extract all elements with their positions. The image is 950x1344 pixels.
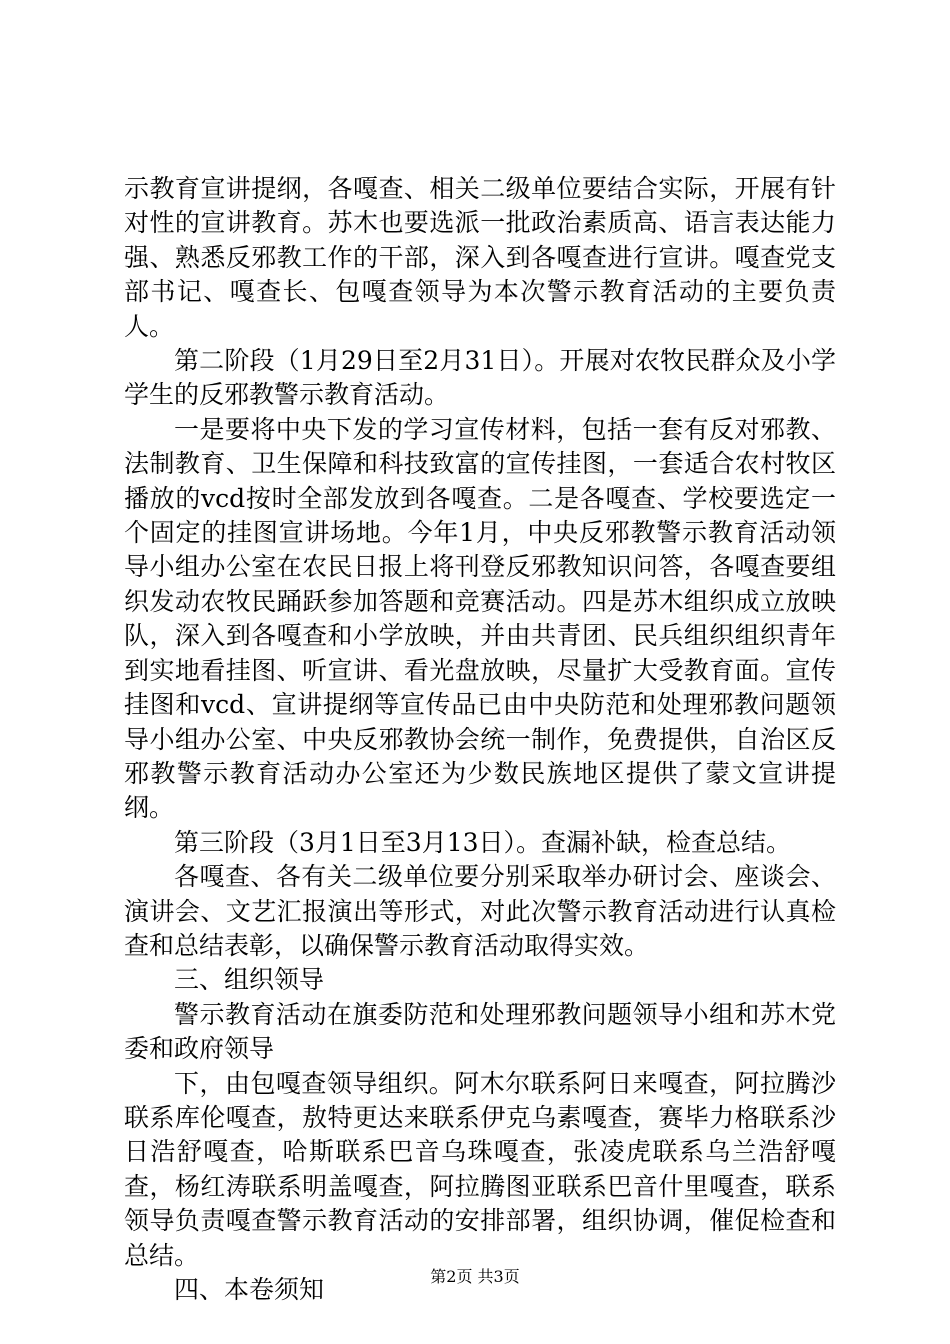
page-number-footer: 第2页 共3页 — [430, 1267, 520, 1286]
section-heading-organization: 三、组织领导 — [174, 965, 325, 995]
paragraph-organization-contacts: 下，由包嘎查领导组织。阿木尔联系阿日来嘎查，阿拉腾沙联系库伦嘎查，敖特更达来联系伊克乌素嘎查，赛毕力格联系沙日浩舒嘎查，哈斯联系巴音乌珠嘎查，张凌虎联系乌兰浩舒嘎查，杨红涛联系明盖嘎查，阿拉腾图亚联系巴音什里嘎查，联系领导负责嘎查警示教育活动的安排部署，组织协调，催促检查和总结。 — [124, 1068, 836, 1270]
paragraph-stage-three-body: 各嘎查、各有关二级单位要分别采取举办研讨会、座谈会、演讲会、文艺汇报演出等形式，对此次警示教育活动进行认真检查和总结表彰，以确保警示教育活动取得实效。 — [124, 862, 836, 960]
paragraph-stage-two-heading: 第二阶段（1月29日至2月31日）。开展对农牧民群众及小学学生的反邪教警示教育活动。 — [124, 346, 836, 410]
section-heading-notice: 四、本卷须知 — [174, 1275, 325, 1304]
document-body — [124, 172, 836, 1307]
paragraph-stage-three-heading: 第三阶段（3月1日至3月13日）。查漏补缺，检查总结。 — [174, 827, 792, 857]
paragraph-stage-two-body: 一是要将中央下发的学习宣传材料，包括一套有反对邪教、法制教育、卫生保障和科技致富的宣传挂图，一套适合农村牧区播放的vcd按时全部发放到各嘎查。二是各嘎查、学校要选定一个固定的挂图宣讲场地。今年1月，中央反邪教警示教育活动领导小组办公室在农民日报上将刊登反邪教知识问答，各嘎查要组织发动农牧民踊跃参加答题和竞赛活动。四是苏木组织成立放映队，深入到各嘎查和小学放映，并由共青团、民兵组织组织青年到实地看挂图、听宣讲、看光盘放映，尽量扩大受教育面。宣传挂图和vcd、宣讲提纲等宣传品已由中央防范和处理邪教问题领导小组办公室、中央反邪教协会统一制作，免费提供，自治区反邪教警示教育活动办公室还为少数民族地区提供了蒙文宣讲提纲。 — [124, 414, 836, 823]
paragraph-organization-intro: 警示教育活动在旗委防范和处理邪教问题领导小组和苏木党委和政府领导 — [124, 999, 836, 1064]
paragraph-continued: 示教育宣讲提纲，各嘎查、相关二级单位要结合实际，开展有针对性的宣讲教育。苏木也要选派一批政治素质高、语言表达能力强、熟悉反邪教工作的干部，深入到各嘎查进行宣讲。嘎查党支部书记、嘎查长、包嘎查领导为本次警示教育活动的主要负责人。 — [124, 174, 836, 341]
